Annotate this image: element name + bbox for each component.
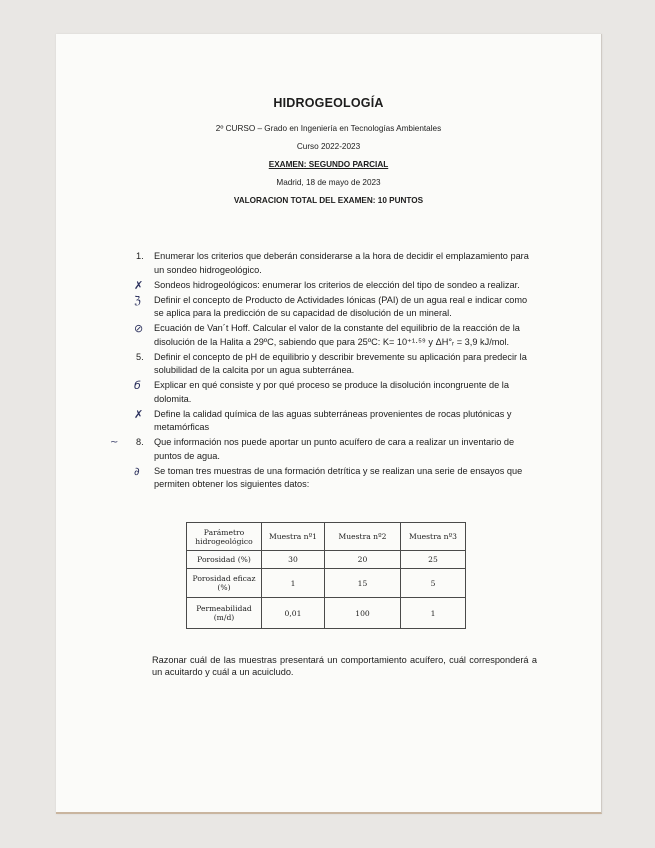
row-label: Permeabilidad (m/d) [187, 598, 262, 629]
course-line: 2º CURSO – Grado en Ingeniería en Tecnologías Ambientales [215, 124, 442, 133]
question-item [136, 379, 536, 406]
question-text: Definir el concepto de pH de equilibrio y describir brevemente su aplicación para predecir la solubilidad de la calcita por un agua subterránea. [154, 351, 527, 375]
exam-total-score: VALORACION TOTAL DEL EXAMEN: 10 PUNTOS [233, 196, 424, 205]
question-text: Ecuación de Van´t Hoff. Calcular el valor de la constante del equilibrio de la reacción de la disolución de la Halita a 29ºC, sabiendo que para 25ºC: K= 10⁺¹·⁵⁹ y ΔH°ᵣ = 3,9 kJ/mol. [154, 323, 520, 347]
question-item [136, 322, 536, 349]
exam-date: Madrid, 18 de mayo de 2023 [276, 178, 381, 187]
question-item [136, 294, 536, 321]
question-text: Sondeos hidrogeológicos: enumerar los criterios de elección del tipo de sondeo a realizar. [154, 279, 520, 290]
question-number: 5. [136, 351, 144, 362]
table-cell: 25 [401, 551, 466, 569]
exam-header [56, 96, 601, 214]
question-item [136, 351, 536, 378]
question-item [110, 436, 536, 463]
handwritten-squiggle-icon: ~ [110, 437, 119, 448]
handwritten-check-icon: ✗ [134, 407, 144, 421]
handwritten-check-icon: ⊘ [134, 322, 144, 335]
question-list [110, 250, 536, 493]
row-label: Porosidad (%) [187, 551, 262, 569]
table-cell: 1 [262, 569, 325, 598]
question-text: Explicar en qué consiste y por qué proceso se produce la disolución incongruente de la dolomita. [154, 380, 509, 404]
question-item [136, 250, 536, 277]
table-cell: 0,01 [262, 598, 325, 629]
table-row [187, 551, 466, 569]
handwritten-check-icon: ∂ [134, 464, 140, 478]
question-number: 1. [136, 251, 144, 261]
handwritten-check-icon: ✗ [134, 278, 144, 292]
question-item [136, 408, 536, 435]
question-item [136, 279, 536, 293]
column-header: Muestra nº1 [262, 523, 325, 551]
column-header: Muestra nº3 [401, 523, 466, 551]
column-header: Muestra nº2 [325, 523, 401, 551]
table-row [187, 569, 466, 598]
column-header: Parámetro hidrogeológico [187, 523, 262, 551]
question-item [136, 465, 536, 492]
exam-type: EXAMEN: SEGUNDO PARCIAL [268, 160, 389, 169]
table-cell: 15 [325, 569, 401, 598]
table-cell: 30 [262, 551, 325, 569]
closing-question: Razonar cuál de las muestras presentará un comportamiento acuífero, cuál corresponderá a un acuitardo y cuál a un acuicludo. [152, 655, 537, 677]
parameters-table [186, 522, 466, 629]
question-number: 8. [136, 437, 144, 447]
table-cell: 5 [401, 569, 466, 598]
question-text: Definir el concepto de Producto de Actividades Iónicas (PAI) de un agua real e indicar como se aplica para la predicción de su capacidad de disolución de un mineral. [154, 294, 528, 318]
handwritten-check-icon: б [134, 379, 141, 392]
question-text: Define la calidad química de las aguas subterráneas provenientes de rocas plutónicas y metamórficas [154, 408, 512, 432]
handwritten-check-icon: ℨ [134, 293, 141, 307]
row-label: Porosidad eficaz (%) [187, 569, 262, 598]
table-cell: 20 [325, 551, 401, 569]
question-text: Enumerar los criterios que deberán considerarse a la hora de decidir el emplazamiento para un sondeo hidrogeológico. [154, 251, 529, 275]
exam-sheet [56, 34, 602, 814]
table-cell: 1 [401, 598, 466, 629]
table-header-row [187, 523, 466, 551]
table-cell: 100 [325, 598, 401, 629]
question-text: Que información nos puede aportar un punto acuífero de cara a realizar un inventario de puntos de agua. [154, 437, 515, 461]
question-text: Se toman tres muestras de una formación detrítica y se realizan una serie de ensayos que permiten obtener los siguientes datos: [154, 465, 523, 489]
exam-title: HIDROGEOLOGÍA [273, 96, 384, 110]
table-row [187, 598, 466, 629]
academic-year: Curso 2022-2023 [296, 142, 361, 151]
